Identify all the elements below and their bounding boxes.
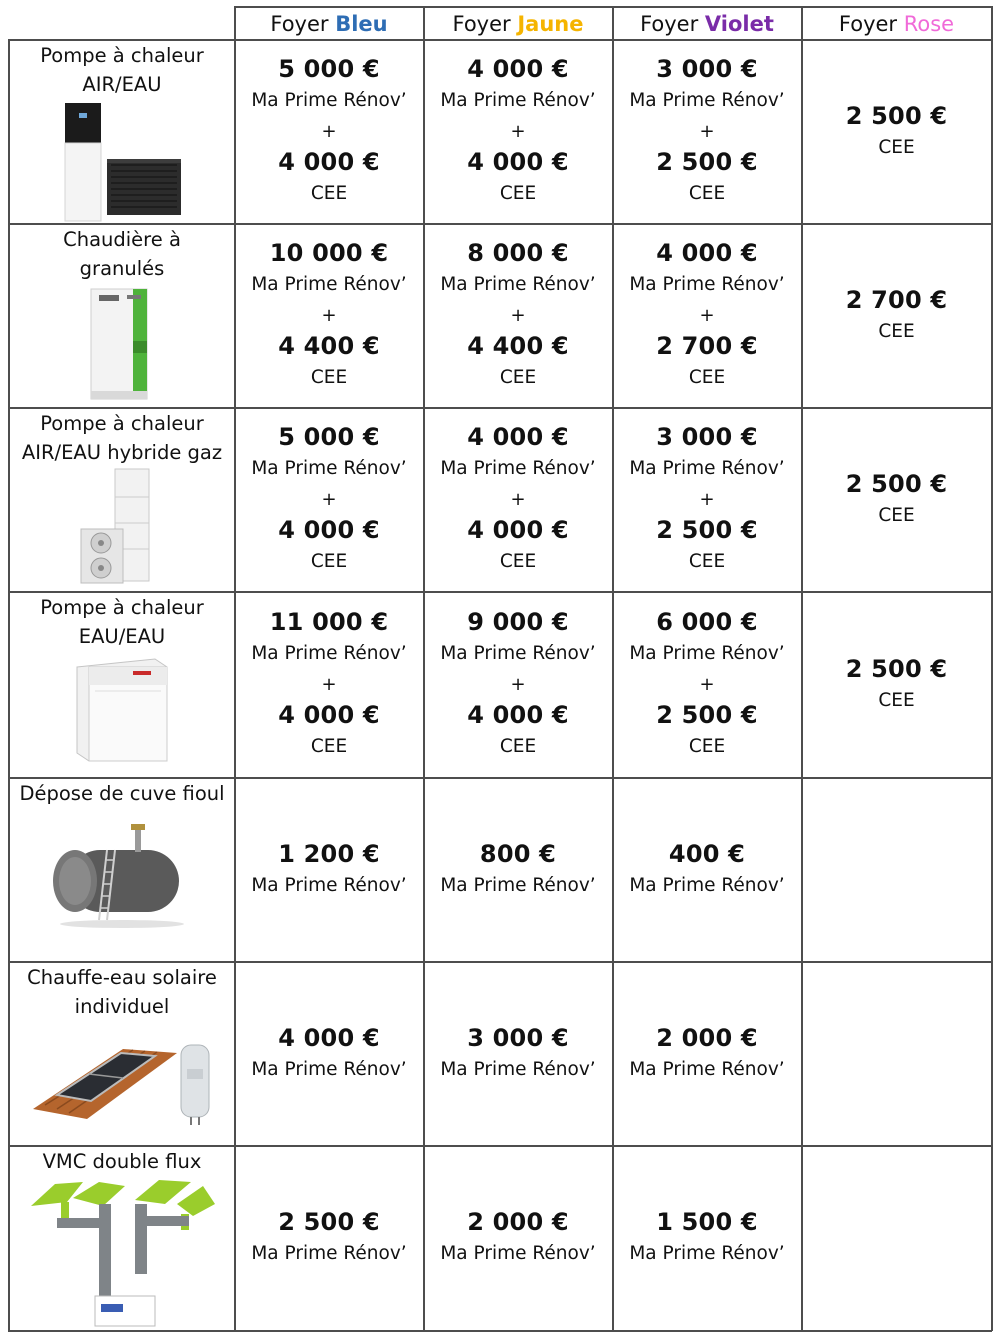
- aid-cell-rose: [802, 592, 991, 777]
- ma-prime-renov-amount: 4 000 €: [467, 423, 569, 451]
- ma-prime-renov-amount: 1 500 €: [656, 1208, 758, 1236]
- aid-cell-bleu: [235, 1146, 423, 1330]
- plus-sign: +: [510, 121, 526, 142]
- pellet-boiler-icon: [77, 285, 167, 403]
- ma-prime-renov-label: Ma Prime Rénov’: [440, 1058, 596, 1080]
- plus-sign: +: [321, 121, 337, 142]
- ma-prime-renov-label: Ma Prime Rénov’: [440, 90, 596, 111]
- plus-sign: +: [510, 674, 526, 695]
- ma-prime-renov-label: Ma Prime Rénov’: [629, 458, 785, 479]
- ma-prime-renov-label: Ma Prime Rénov’: [251, 874, 407, 896]
- cee-amount: 2 500 €: [845, 469, 948, 498]
- aid-cell-jaune: [424, 778, 612, 961]
- aid-cell-violet: [613, 408, 801, 591]
- ma-prime-renov-amount: 4 000 €: [278, 1023, 380, 1052]
- item-cell-water-water-heat-pump: [9, 592, 235, 777]
- aid-cell-bleu: [235, 408, 423, 591]
- item-name-line: Dépose de cuve fioul: [19, 782, 225, 805]
- cee-label: CEE: [310, 183, 348, 204]
- aid-cell-violet: [613, 778, 801, 961]
- ma-prime-renov-amount: 4 000 €: [656, 239, 758, 267]
- ma-prime-renov-label: Ma Prime Rénov’: [629, 274, 785, 295]
- aid-cell-rose: [802, 778, 991, 961]
- cee-amount: 2 500 €: [656, 516, 758, 544]
- plus-sign: +: [699, 305, 715, 326]
- ma-prime-renov-amount: 5 000 €: [278, 423, 380, 451]
- cee-amount: 4 000 €: [278, 148, 380, 176]
- cee-amount: 2 700 €: [845, 285, 948, 314]
- cee-amount: 4 000 €: [467, 701, 569, 729]
- plus-sign: +: [321, 674, 337, 695]
- aid-cell-rose: [802, 962, 991, 1145]
- ma-prime-renov-label: Ma Prime Rénov’: [440, 1243, 596, 1264]
- aid-cell-rose: [802, 224, 991, 407]
- header-foyer-label: Foyer: [838, 12, 898, 36]
- aid-cell-bleu: [235, 778, 423, 961]
- item-name-line: EAU/EAU: [78, 625, 166, 648]
- plus-sign: +: [699, 674, 715, 695]
- cee-amount: 4 400 €: [278, 332, 380, 360]
- cee-label: CEE: [499, 183, 537, 204]
- ma-prime-renov-amount: 800 €: [479, 839, 557, 868]
- aid-cell-rose: [802, 408, 991, 591]
- aid-cell-bleu: [235, 592, 423, 777]
- cee-amount: 4 000 €: [278, 701, 380, 729]
- cee-amount: 4 000 €: [467, 148, 569, 176]
- aid-cell-jaune: [424, 592, 612, 777]
- item-name-line: individuel: [74, 995, 170, 1018]
- ma-prime-renov-label: Ma Prime Rénov’: [251, 1058, 407, 1080]
- ma-prime-renov-amount: 3 000 €: [467, 1023, 569, 1052]
- item-name-line: Pompe à chaleur: [40, 412, 204, 435]
- ma-prime-renov-amount: 3 000 €: [656, 55, 758, 83]
- ma-prime-renov-amount: 400 €: [668, 839, 746, 868]
- item-name-line: AIR/EAU hybride gaz: [21, 441, 223, 464]
- ma-prime-renov-label: Ma Prime Rénov’: [440, 874, 596, 896]
- ma-prime-renov-label: Ma Prime Rénov’: [440, 643, 596, 664]
- ma-prime-renov-amount: 3 000 €: [656, 423, 758, 451]
- aid-cell-rose: [802, 1146, 991, 1330]
- cee-amount: 4 000 €: [278, 516, 380, 544]
- air-water-heat-pump-icon: [57, 101, 187, 223]
- ma-prime-renov-label: Ma Prime Rénov’: [629, 1058, 785, 1080]
- aid-cell-bleu: [235, 224, 423, 407]
- item-cell-hybrid-heat-pump: [9, 408, 235, 591]
- cee-amount: 2 500 €: [845, 101, 948, 130]
- cee-label: CEE: [878, 136, 915, 158]
- cee-label: CEE: [688, 367, 726, 388]
- item-cell-air-water-heat-pump: [9, 40, 235, 223]
- item-name-line: AIR/EAU: [82, 73, 162, 96]
- header-foyer-label: Foyer: [452, 12, 511, 36]
- header-foyer-label: Foyer: [270, 12, 329, 36]
- aid-cell-jaune: [424, 408, 612, 591]
- item-cell-double-flow-ventilation: [9, 1146, 235, 1330]
- ma-prime-renov-amount: 11 000 €: [269, 608, 389, 636]
- cee-label: CEE: [688, 551, 726, 572]
- aid-cell-violet: [613, 962, 801, 1145]
- hybrid-heat-pump-icon: [77, 467, 167, 585]
- column-header-rose: [802, 6, 991, 42]
- item-name: [19, 778, 224, 808]
- ma-prime-renov-label: Ma Prime Rénov’: [251, 274, 407, 295]
- aid-cell-jaune: [424, 40, 612, 223]
- column-header-jaune: [424, 6, 612, 42]
- ma-prime-renov-label: Ma Prime Rénov’: [629, 1243, 785, 1264]
- cee-label: CEE: [878, 320, 915, 342]
- grid-line: [991, 6, 993, 1331]
- ma-prime-renov-amount: 9 000 €: [467, 608, 569, 636]
- cee-label: CEE: [878, 504, 915, 526]
- ma-prime-renov-label: Ma Prime Rénov’: [251, 90, 407, 111]
- aid-cell-violet: [613, 40, 801, 223]
- item-name: [63, 224, 181, 283]
- ma-prime-renov-amount: 8 000 €: [467, 239, 569, 267]
- plus-sign: +: [321, 489, 337, 510]
- cee-amount: 2 500 €: [845, 654, 948, 683]
- ma-prime-renov-amount: 4 000 €: [467, 55, 569, 83]
- ma-prime-renov-label: Ma Prime Rénov’: [440, 458, 596, 479]
- aid-cell-bleu: [235, 962, 423, 1145]
- cee-amount: 2 500 €: [656, 148, 758, 176]
- plus-sign: +: [510, 305, 526, 326]
- item-name: [27, 962, 217, 1021]
- item-cell-oil-tank-removal: [9, 778, 235, 961]
- water-water-heat-pump-icon: [67, 653, 177, 765]
- solar-water-heater-icon: [27, 1023, 217, 1129]
- aid-cell-jaune: [424, 1146, 612, 1330]
- item-cell-solar-water-heater: [9, 962, 235, 1145]
- item-name: [40, 40, 204, 99]
- ma-prime-renov-amount: 10 000 €: [269, 239, 389, 267]
- cee-label: CEE: [310, 551, 348, 572]
- cee-amount: 4 000 €: [467, 516, 569, 544]
- cee-label: CEE: [499, 736, 537, 757]
- cee-label: CEE: [878, 689, 915, 711]
- double-flow-ventilation-icon: [27, 1176, 217, 1330]
- aid-cell-jaune: [424, 224, 612, 407]
- item-name: [40, 592, 204, 651]
- aid-cell-violet: [613, 224, 801, 407]
- column-header-violet: [613, 6, 801, 42]
- ma-prime-renov-amount: 2 500 €: [278, 1208, 380, 1236]
- ma-prime-renov-label: Ma Prime Rénov’: [629, 643, 785, 664]
- item-name-line: VMC double flux: [42, 1150, 202, 1173]
- aid-cell-violet: [613, 592, 801, 777]
- cee-label: CEE: [499, 551, 537, 572]
- cee-label: CEE: [688, 736, 726, 757]
- aid-cell-bleu: [235, 40, 423, 223]
- plus-sign: +: [321, 305, 337, 326]
- item-name-line: Chaudière à: [63, 228, 181, 251]
- ma-prime-renov-label: Ma Prime Rénov’: [251, 458, 407, 479]
- ma-prime-renov-label: Ma Prime Rénov’: [251, 1243, 407, 1264]
- cee-label: CEE: [688, 183, 726, 204]
- item-name-line: granulés: [79, 257, 165, 280]
- cee-amount: 2 500 €: [656, 701, 758, 729]
- cee-label: CEE: [310, 367, 348, 388]
- header-color-name: Violet: [704, 12, 774, 36]
- plus-sign: +: [699, 121, 715, 142]
- ma-prime-renov-label: Ma Prime Rénov’: [440, 274, 596, 295]
- item-name: [43, 1146, 202, 1176]
- ma-prime-renov-label: Ma Prime Rénov’: [629, 874, 785, 896]
- grid-line: [8, 1330, 992, 1332]
- aid-cell-violet: [613, 1146, 801, 1330]
- ma-prime-renov-amount: 2 000 €: [467, 1208, 569, 1236]
- ma-prime-renov-amount: 6 000 €: [656, 608, 758, 636]
- cee-amount: 4 400 €: [467, 332, 569, 360]
- ma-prime-renov-amount: 5 000 €: [278, 55, 380, 83]
- aid-cell-rose: [802, 40, 991, 223]
- plus-sign: +: [699, 489, 715, 510]
- header-foyer-label: Foyer: [640, 12, 699, 36]
- cee-label: CEE: [499, 367, 537, 388]
- ma-prime-renov-amount: 2 000 €: [656, 1023, 758, 1052]
- plus-sign: +: [510, 489, 526, 510]
- cee-amount: 2 700 €: [656, 332, 758, 360]
- oil-tank-icon: [47, 820, 197, 930]
- item-name-line: Pompe à chaleur: [40, 596, 204, 619]
- column-header-bleu: [235, 6, 423, 42]
- ma-prime-renov-label: Ma Prime Rénov’: [251, 643, 407, 664]
- aid-cell-jaune: [424, 962, 612, 1145]
- item-name-line: Chauffe-eau solaire: [27, 966, 217, 989]
- header-color-name: Jaune: [517, 12, 584, 36]
- item-name-line: Pompe à chaleur: [40, 44, 204, 67]
- ma-prime-renov-label: Ma Prime Rénov’: [629, 90, 785, 111]
- ma-prime-renov-amount: 1 200 €: [278, 839, 380, 868]
- header-color-name: Bleu: [335, 12, 388, 36]
- item-name: [22, 408, 222, 467]
- cee-label: CEE: [310, 736, 348, 757]
- item-cell-pellet-boiler: [9, 224, 235, 407]
- header-color-name: Rose: [903, 12, 955, 36]
